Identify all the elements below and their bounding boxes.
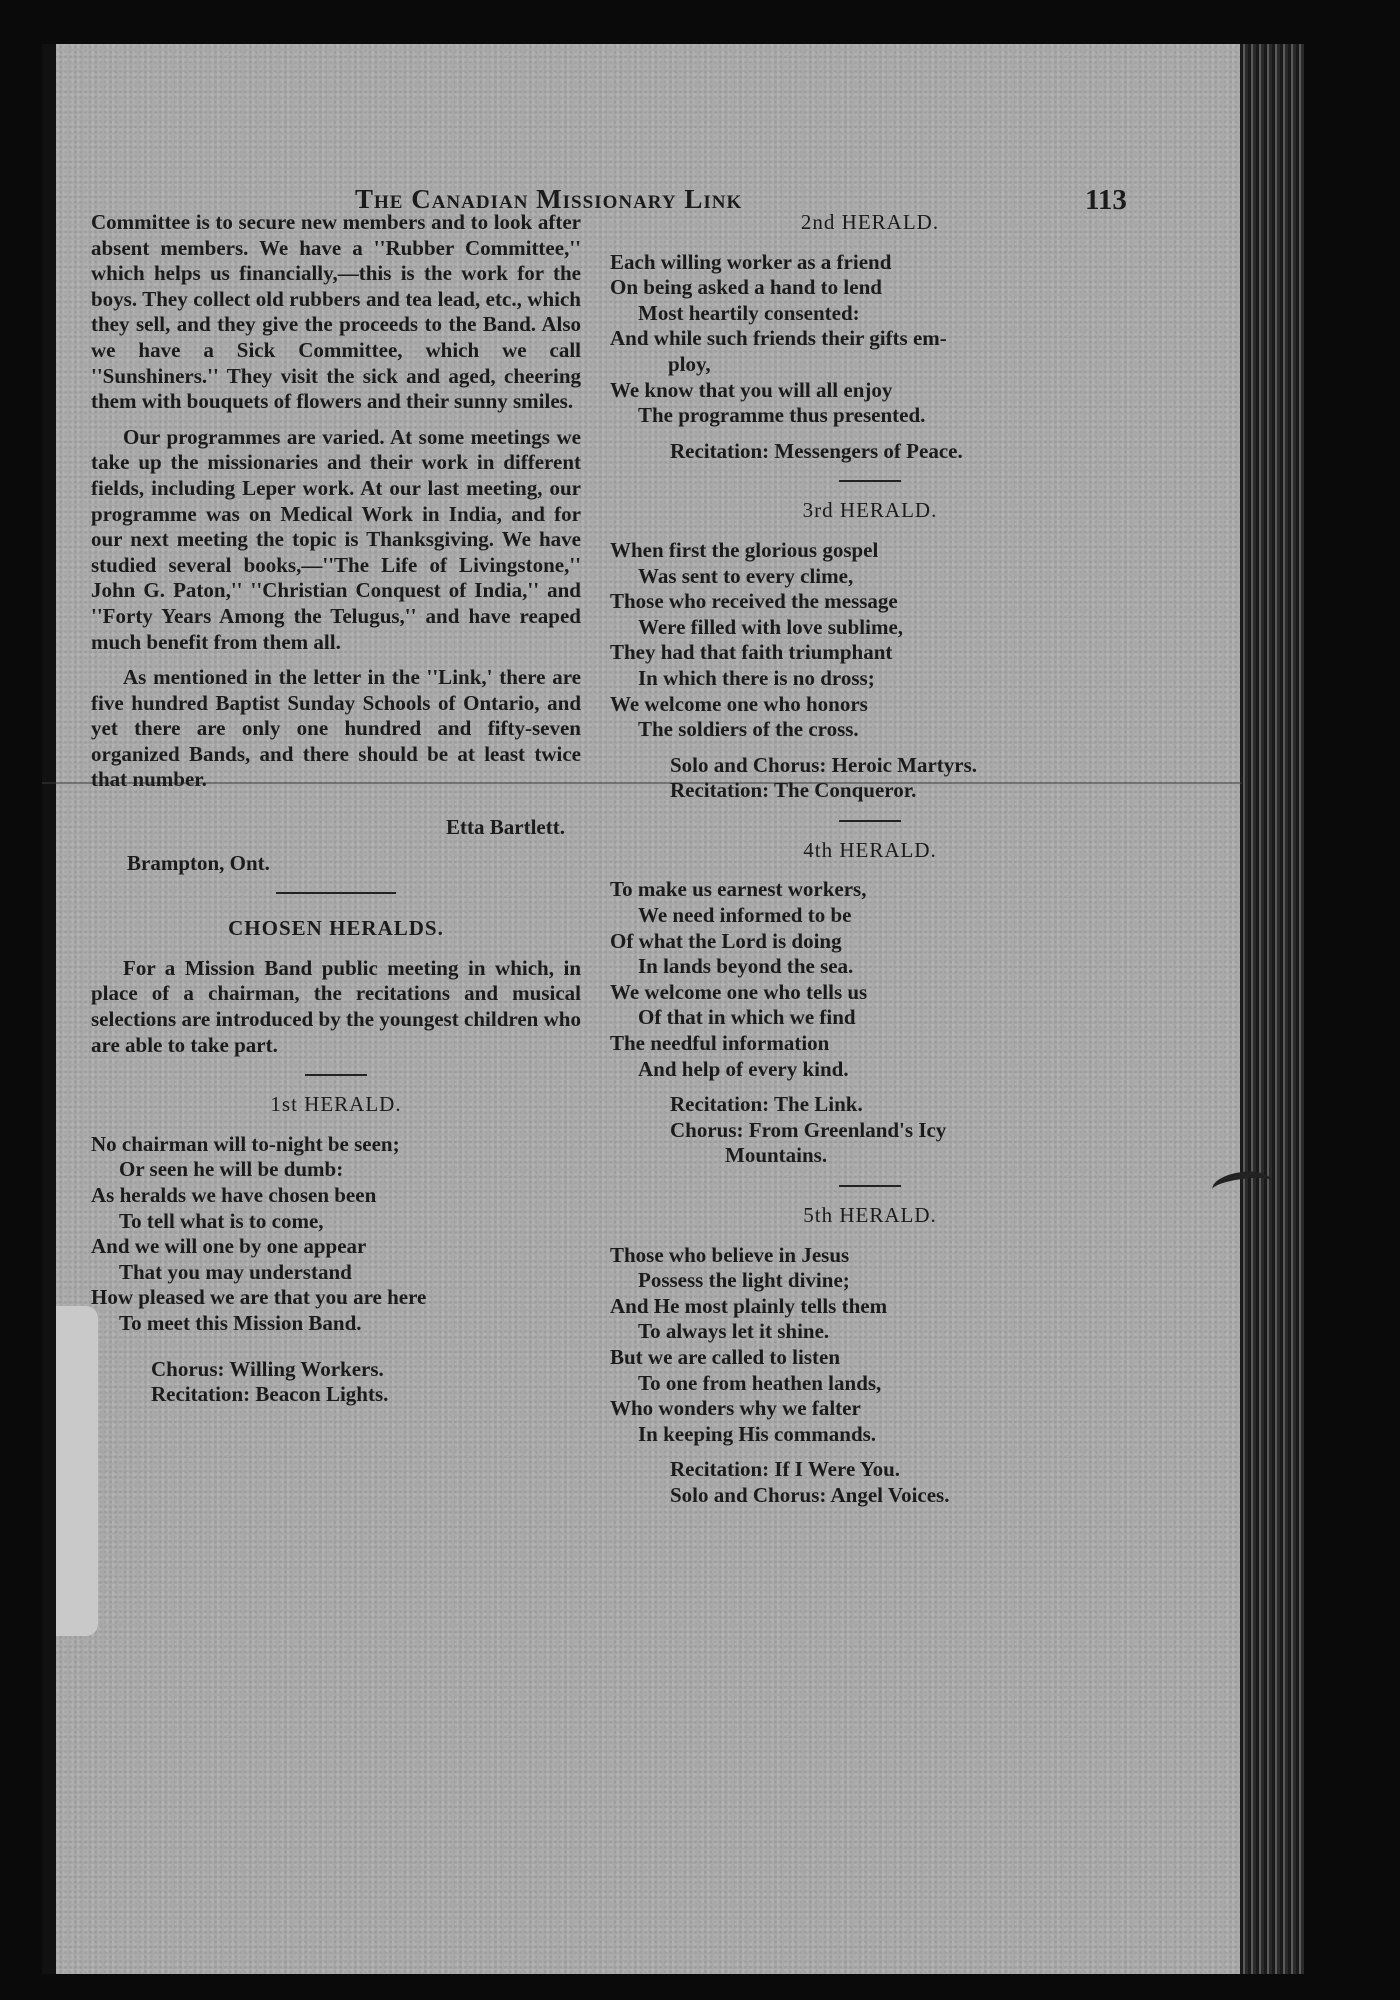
page-number: 113: [1085, 184, 1127, 216]
divider: [839, 820, 901, 822]
paragraph: Our programmes are varied. At some meetings we take up the missionaries and their work in different fields, including Leper work. At our last meeting, our programme was on Medical Work in India, and for our next meeting the topic is Thanksgiving. We have studied several books,—''The Life of Livingstone,'' John G. Paton,'' ''Christian Conquest of India,'' and ''Forty Years Among the Telugus,'' and have reaped much benefit from them all.: [91, 424, 581, 654]
herald-title: 2nd HERALD.: [800, 210, 940, 234]
verse-line: To tell what is to come,: [119, 1208, 324, 1233]
program-note: Solo and Chorus: Heroic Martyrs.: [670, 752, 978, 777]
verse-line: To always let it shine.: [638, 1319, 830, 1344]
verse-line: Each willing worker as a friend: [610, 249, 892, 274]
verse-line: Of that in which we find: [638, 1005, 856, 1030]
program-note: Chorus: Willing Workers.: [151, 1356, 384, 1381]
program-note: Mountains.: [725, 1143, 828, 1168]
verse-line: To meet this Mission Band.: [119, 1310, 362, 1335]
binding-edge: [42, 44, 56, 1974]
verse-line: That you may understand: [119, 1259, 352, 1284]
verse-line: In which there is no dross;: [638, 665, 875, 690]
verse: [610, 538, 1130, 743]
verse-line: Were filled with love sublime,: [638, 614, 904, 639]
verse-line: They had that faith triumphant: [610, 640, 893, 665]
verse-line: We need informed to be: [638, 903, 852, 928]
verse-line: Was sent to every clime,: [638, 563, 854, 588]
verse-line: Possess the light divine;: [638, 1268, 850, 1293]
herald-title: 3rd HERALD.: [802, 498, 938, 523]
program-note: Recitation: The Link.: [670, 1092, 863, 1117]
verse: [610, 250, 1130, 429]
herald-title: 4th HERALD.: [803, 837, 937, 862]
signature: Etta Bartlett.: [446, 815, 565, 840]
verse-line: We welcome one who honors: [610, 691, 868, 716]
verse-line: In lands beyond the sea.: [638, 954, 854, 979]
verse-line: But we are called to listen: [610, 1344, 840, 1369]
verse-line: And help of every kind.: [638, 1056, 849, 1081]
verse-line: The needful information: [610, 1031, 830, 1056]
program-note: Recitation: Messengers of Peace.: [670, 438, 963, 463]
divider: [305, 1074, 367, 1076]
verse-line: Or seen he will be dumb:: [119, 1157, 344, 1182]
verse-line: Those who believe in Jesus: [610, 1242, 850, 1267]
left-column: [91, 210, 581, 1408]
intro-paragraph: For a Mission Band public meeting in which, in place of a chairman, the recitations and musical selections are introduced by the youngest children who are able to take part.: [91, 955, 581, 1057]
verse: [610, 877, 1130, 1082]
herald-title: 1st HERALD.: [270, 1092, 402, 1117]
program-note: Recitation: The Conqueror.: [670, 778, 917, 803]
verse: [91, 1132, 581, 1337]
section-title: CHOSEN HERALDS.: [228, 916, 444, 941]
verse-line: Of what the Lord is doing: [610, 928, 842, 953]
verse-line: In keeping His commands.: [638, 1421, 877, 1446]
verse-line: Who wonders why we falter: [610, 1396, 861, 1421]
verse-line: When first the glorious gospel: [610, 537, 879, 562]
verse-line: To one from heathen lands,: [638, 1370, 882, 1395]
verse-line: On being asked a hand to lend: [610, 275, 882, 300]
verse: [610, 1243, 1130, 1448]
verse-line: And while such friends their gifts em-: [610, 326, 947, 351]
verse-line: We welcome one who tells us: [610, 979, 868, 1004]
verse-line: Most heartily consented:: [638, 300, 860, 325]
verse-line: As heralds we have chosen been: [91, 1183, 377, 1207]
book-spine: [1240, 44, 1304, 1974]
divider: [839, 480, 901, 482]
section-divider: [276, 892, 396, 894]
program-note: Solo and Chorus: Angel Voices.: [670, 1482, 950, 1507]
place-line: Brampton, Ont.: [127, 850, 270, 875]
verse-line: No chairman will to-night be seen;: [91, 1131, 400, 1156]
verse-line: How pleased we are that you are here: [91, 1285, 427, 1310]
verse-line: To make us earnest workers,: [610, 877, 867, 902]
verse-line: Those who received the message: [610, 589, 898, 614]
verse-line: ploy,: [668, 351, 711, 376]
divider: [839, 1185, 901, 1187]
paragraph: Committee is to secure new members and to look after absent members. We have a ''Rubber Committee,'' which helps us financially,—this is the work for the boys. They collect old rubbers and tea lead, etc., which they sell, and they give the proceeds to the Band. Also we have a Sick Committee, which we call ''Sunshiners.'' They visit the sick and aged, cheering them with bouquets of flowers and their sunny smiles.: [91, 210, 581, 414]
program-note: Chorus: From Greenland's Icy: [670, 1117, 947, 1142]
verse-line: The soldiers of the cross.: [638, 717, 859, 742]
right-column: [610, 210, 1130, 1509]
verse-line: The programme thus presented.: [638, 403, 926, 428]
verse-line: And He most plainly tells them: [610, 1293, 888, 1318]
program-note: Recitation: Beacon Lights.: [151, 1382, 389, 1407]
paragraph: As mentioned in the letter in the ''Link,' there are five hundred Baptist Sunday Schools of Ontario, and yet there are only one hundred and fifty-seven organized Bands, and there should be at least twice that number.: [91, 665, 581, 792]
herald-title: 5th HERALD.: [803, 1203, 937, 1227]
verse-line: We know that you will all enjoy: [610, 377, 893, 402]
journal-title: The Canadian Missionary Link: [355, 184, 743, 214]
program-note: Recitation: If I Were You.: [670, 1457, 901, 1482]
verse-line: And we will one by one appear: [91, 1234, 367, 1259]
